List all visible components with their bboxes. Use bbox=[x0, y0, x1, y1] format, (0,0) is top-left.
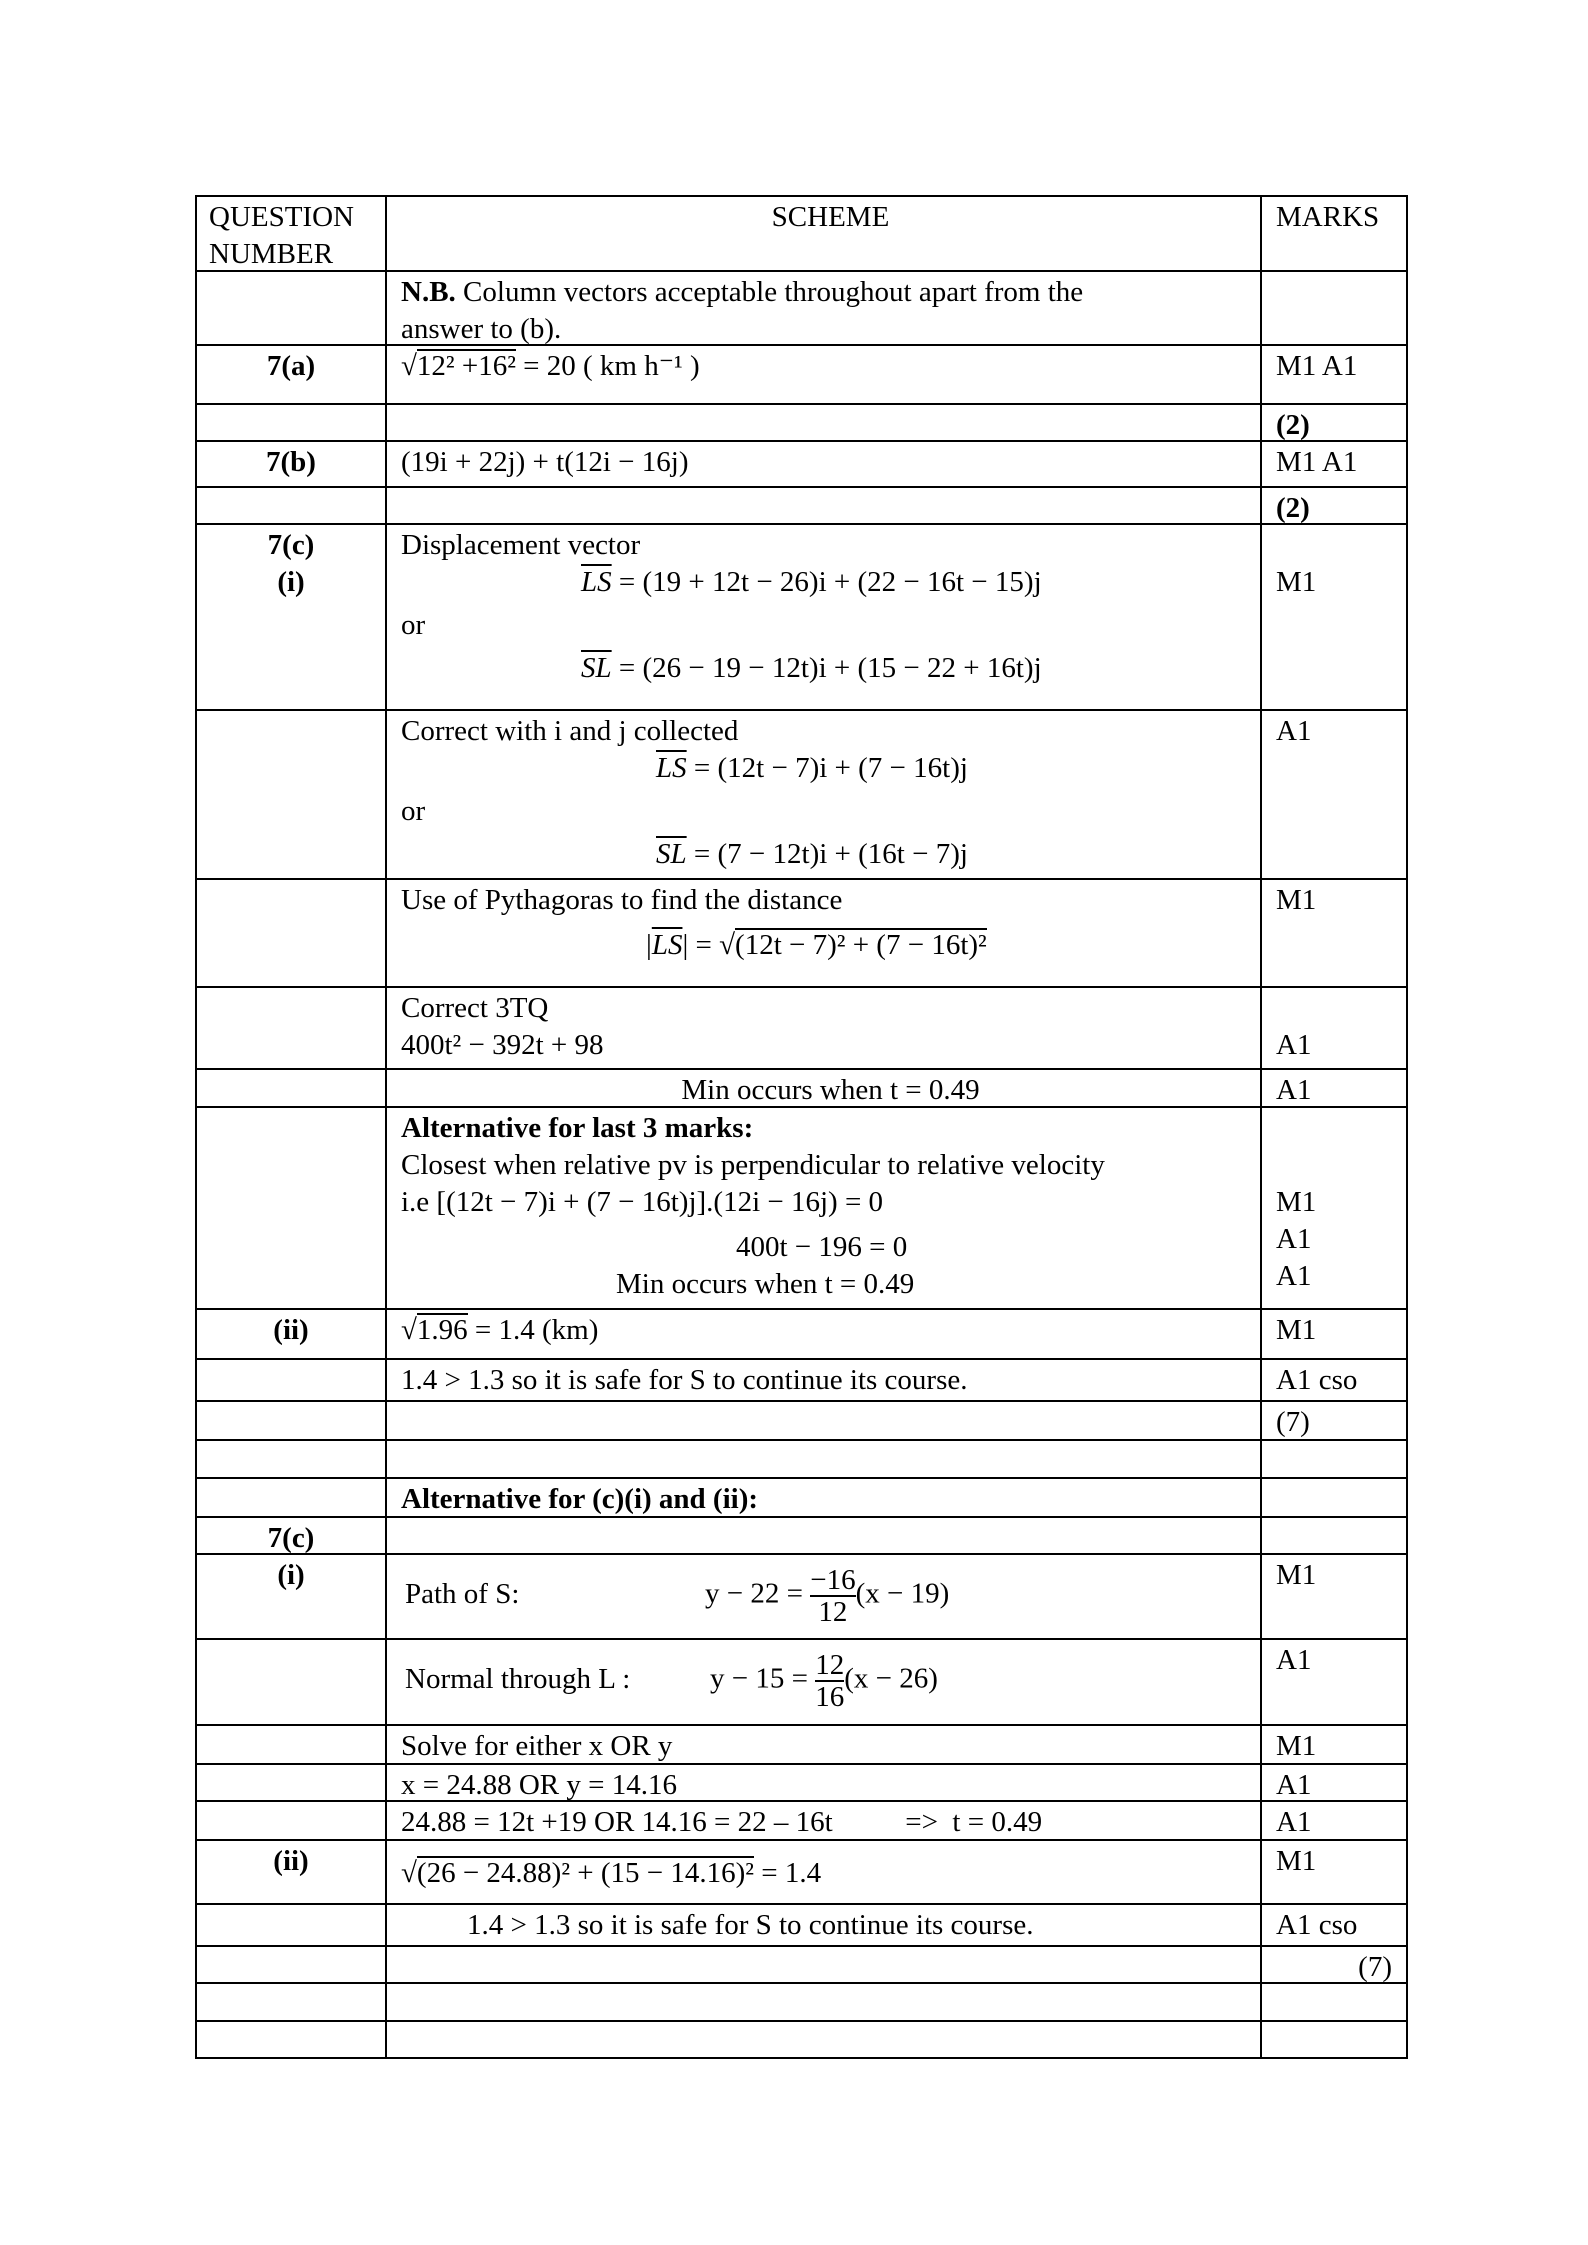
marks: A1 bbox=[1260, 1765, 1408, 1801]
scheme-line: Solve for either x OR y bbox=[385, 1726, 1260, 1764]
marks: A1 bbox=[1260, 1070, 1408, 1107]
marks-total: (7) bbox=[1260, 1402, 1408, 1440]
scheme-cell: Correct with i and j collected $\overline{LS} = (12t - 7)i + (7 - 16t)j$ or $\overline{SL} = (7 - 12t)i + (16t - 7)j$ bbox=[385, 711, 1260, 879]
question-number: (ii) bbox=[195, 1841, 385, 1904]
table-row bbox=[195, 1068, 1408, 1107]
marks: M1 bbox=[1260, 1726, 1408, 1764]
scheme-cell: Displacement vector $\overline{LS} = (19 + 12t - 26)i + (22 - 16t - 15)j$ or $\overline{SL} = (26 - 19 - 12t)i + (15 - 22 + 16t)j$ bbox=[385, 525, 1260, 710]
scheme-line: x = 24.88 OR y = 14.16 bbox=[385, 1765, 1260, 1801]
table-row bbox=[195, 1945, 1408, 1983]
table-row bbox=[195, 1106, 1408, 1309]
scheme-line: √1.96 = 1.4 (km) bbox=[385, 1310, 1260, 1359]
table-row bbox=[195, 2020, 1408, 2059]
table-row bbox=[195, 1800, 1408, 1840]
table-row bbox=[195, 1516, 1408, 1554]
table-row bbox=[195, 270, 1408, 345]
scheme-cell: Use of Pythagoras to find the distance $|\overline{LS}| = √(12t - 7)^2 + (7 - 16t)^2$ bbox=[385, 880, 1260, 987]
marks: A1 bbox=[1260, 711, 1408, 879]
marks-total: (2) bbox=[1260, 488, 1408, 524]
scheme-cell: Alternative for last 3 marks: Closest when relative pv is perpendicular to relative velocity i.e [(12t − 7)i + (7 − 16t)j].(12i − 16j) = 0 400t − 196 = 0 Min occurs when t = 0.49 bbox=[385, 1108, 1260, 1309]
scheme-line: √12² +16² = 20 ( km h⁻¹ ) bbox=[385, 346, 1260, 404]
table-row bbox=[195, 403, 1408, 441]
table-row bbox=[195, 1358, 1408, 1401]
scheme-header: SCHEME bbox=[385, 197, 1260, 271]
table-row bbox=[195, 878, 1408, 987]
marks: M1 bbox=[1260, 1310, 1408, 1359]
table-row bbox=[195, 486, 1408, 524]
header-row bbox=[195, 195, 1408, 271]
table-row bbox=[195, 1724, 1408, 1764]
table-row bbox=[195, 1553, 1408, 1639]
table-row bbox=[195, 986, 1408, 1069]
scheme-line: √(26 − 24.88)² + (15 − 14.16)² = 1.4 bbox=[385, 1841, 1260, 1904]
scheme-line: Normal through L : y − 15 = $\frac{12}{16}$ (x − 26) bbox=[385, 1640, 1260, 1725]
question-number: 7(c) (i) bbox=[195, 525, 385, 710]
question-number: (ii) bbox=[195, 1310, 385, 1359]
table-row bbox=[195, 1638, 1408, 1725]
table-row bbox=[195, 709, 1408, 879]
table-row bbox=[195, 440, 1408, 487]
table-row bbox=[195, 1982, 1408, 2021]
table-row bbox=[195, 1439, 1408, 1478]
table-row bbox=[195, 1839, 1408, 1904]
marks: M1 bbox=[1260, 880, 1408, 987]
table-row bbox=[195, 1400, 1408, 1440]
scheme-line: Path of S: y − 22 = $\frac{-16}{12}$ (x − 19) bbox=[385, 1555, 1260, 1639]
scheme-cell: Correct 3TQ 400t² − 392t + 98 bbox=[385, 988, 1260, 1069]
scheme-line: 24.88 = 12t +19 OR 14.16 = 22 – 16t => t = 0.49 bbox=[385, 1802, 1260, 1840]
scheme-line: 1.4 > 1.3 so it is safe for S to continue its course. bbox=[385, 1905, 1260, 1946]
table-row bbox=[195, 1308, 1408, 1359]
marks: A1 bbox=[1260, 1640, 1408, 1725]
question-number: 7(b) bbox=[195, 442, 385, 487]
marks-header: MARKS bbox=[1260, 197, 1408, 271]
marks: M1 A1 bbox=[1260, 442, 1408, 487]
marks: A1 bbox=[1260, 1802, 1408, 1840]
table-row bbox=[195, 1903, 1408, 1946]
marks: M1 A1 A1 bbox=[1260, 1108, 1408, 1309]
question-number: (i) bbox=[195, 1555, 385, 1639]
table-row bbox=[195, 1763, 1408, 1801]
table-row bbox=[195, 1477, 1408, 1517]
scheme-line: Alternative for (c)(i) and (ii): bbox=[385, 1479, 1260, 1517]
scheme-line: Min occurs when t = 0.49 bbox=[385, 1070, 1260, 1107]
question-number-header: QUESTION NUMBER bbox=[195, 197, 385, 271]
scheme-line: 1.4 > 1.3 so it is safe for S to continue its course. bbox=[385, 1360, 1260, 1401]
marks: A1 bbox=[1260, 988, 1408, 1069]
table-row bbox=[195, 344, 1408, 404]
nb-note: N.B. Column vectors acceptable throughout apart from the answer to (b). bbox=[385, 272, 1260, 345]
marks: M1 bbox=[1260, 1841, 1408, 1904]
marks: M1 A1 bbox=[1260, 346, 1408, 404]
question-number: 7(c) bbox=[195, 1518, 385, 1554]
marks: A1 cso bbox=[1260, 1360, 1408, 1401]
marks: M1 bbox=[1260, 525, 1408, 710]
marks: A1 cso bbox=[1260, 1905, 1408, 1946]
marks: M1 bbox=[1260, 1555, 1408, 1639]
marks-total: (2) bbox=[1260, 405, 1408, 441]
table-row bbox=[195, 523, 1408, 710]
marks-total: (7) bbox=[1260, 1947, 1408, 1983]
question-number: 7(a) bbox=[195, 346, 385, 404]
scheme-line: (19i + 22j) + t(12i − 16j) bbox=[385, 442, 1260, 487]
